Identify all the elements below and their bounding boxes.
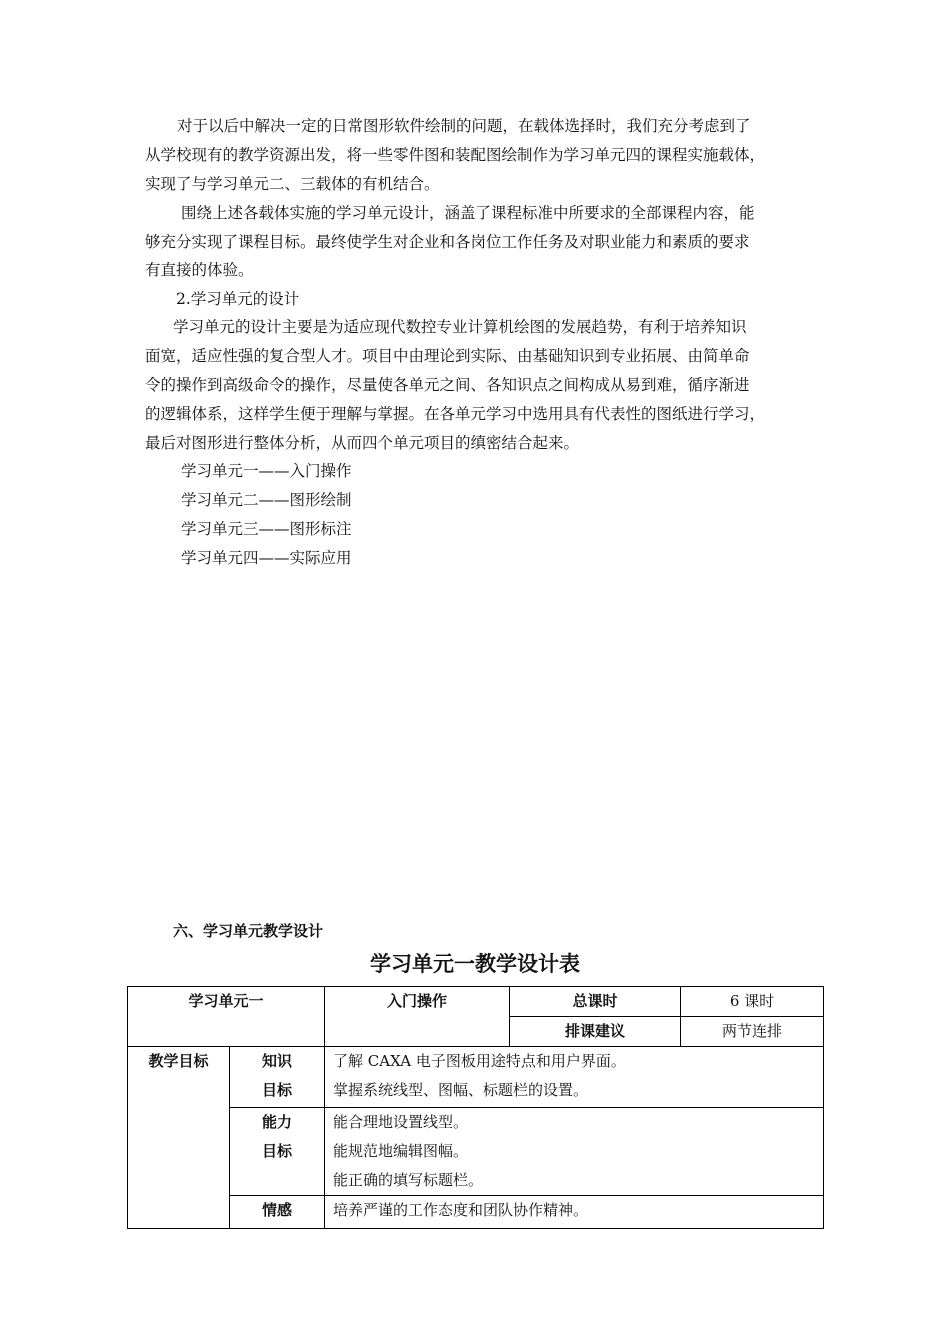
design-table xyxy=(127,986,824,1229)
goals-label-cell xyxy=(128,1047,230,1229)
goals-label: 教学目标 xyxy=(148,1052,209,1070)
para3-line-1: 学习单元的设计主要是为适应现代数控专业计算机绘图的发展趋势，有利于培养知识 xyxy=(173,318,747,336)
total-hours-label: 总课时 xyxy=(572,992,618,1010)
para3-line-2: 面宽，适应性强的复合型人才。项目中由理论到实际、由基础知识到专业拓展、由简单命 xyxy=(145,347,750,365)
ability-label-cell xyxy=(230,1108,325,1196)
para1-line-3: 实现了与学习单元二、三载体的有机结合。 xyxy=(145,175,440,193)
ability-item-3: 能正确的填写标题栏。 xyxy=(333,1171,484,1189)
unit-label-cell xyxy=(128,987,325,1047)
knowledge-label-line-2: 目标 xyxy=(262,1081,293,1099)
schedule-label: 排课建议 xyxy=(565,1022,626,1040)
para1-line-2: 从学校现有的教学资源出发，将一些零件图和装配图绘制作为学习单元四的课程实施载体， xyxy=(145,146,766,164)
section2-title: 2.学习单元的设计 xyxy=(176,290,300,308)
emotion-item-1: 培养严谨的工作态度和团队协作精神。 xyxy=(333,1201,589,1219)
emotion-label-cell xyxy=(230,1196,325,1229)
knowledge-item-2: 掌握系统线型、图幅、标题栏的设置。 xyxy=(333,1081,589,1099)
total-hours-value: 6 课时 xyxy=(729,992,775,1010)
para3-line-3: 令的操作到高级命令的操作，尽量使各单元之间、各知识点之间构成从易到难，循序渐进 xyxy=(145,376,750,394)
unit-item-4: 学习单元四——实际应用 xyxy=(181,549,352,567)
schedule-value: 两节连排 xyxy=(722,1022,783,1040)
knowledge-item-1: 了解 CAXA 电子图板用途特点和用户界面。 xyxy=(333,1052,626,1070)
unit-item-1: 学习单元一——入门操作 xyxy=(181,462,352,480)
total-hours-label-cell xyxy=(510,987,681,1017)
schedule-label-cell xyxy=(510,1017,681,1047)
unit-label: 学习单元一 xyxy=(188,992,264,1010)
para2-line-2: 够充分实现了课程目标。最终使学生对企业和各岗位工作任务及对职业能力和素质的要求 xyxy=(145,233,750,251)
total-hours-value-cell xyxy=(681,987,824,1017)
ability-item-1: 能合理地设置线型。 xyxy=(333,1113,469,1131)
ability-label-line-1: 能力 xyxy=(262,1113,293,1131)
unit-item-2: 学习单元二——图形绘制 xyxy=(181,491,352,509)
para2-line-1: 围绕上述各载体实施的学习单元设计，涵盖了课程标准中所要求的全部课程内容，能 xyxy=(181,204,755,222)
unit-item-3: 学习单元三——图形标注 xyxy=(181,520,352,538)
para1-line-1: 对于以后中解决一定的日常图形软件绘制的问题，在载体选择时，我们充分考虑到了 xyxy=(177,117,751,135)
para2-line-3: 有直接的体验。 xyxy=(145,261,254,279)
ability-content-cell xyxy=(325,1108,824,1196)
para3-line-4: 的逻辑体系，这样学生便于理解与掌握。在各单元学习中选用具有代表性的图纸进行学习， xyxy=(145,405,766,423)
unit-name: 入门操作 xyxy=(387,992,448,1010)
knowledge-label-cell xyxy=(230,1047,325,1108)
emotion-label: 情感 xyxy=(262,1201,293,1219)
schedule-value-cell xyxy=(681,1017,824,1047)
unit-name-cell xyxy=(325,987,510,1047)
knowledge-label-line-1: 知识 xyxy=(262,1052,293,1070)
emotion-content-cell xyxy=(325,1196,824,1229)
knowledge-content-cell xyxy=(325,1047,824,1108)
para3-line-5: 最后对图形进行整体分析，从而四个单元项目的缜密结合起来。 xyxy=(145,434,580,452)
section6-heading: 六、学习单元教学设计 xyxy=(173,922,324,940)
ability-label-line-2: 目标 xyxy=(262,1142,293,1160)
ability-item-2: 能规范地编辑图幅。 xyxy=(333,1142,469,1160)
table-title: 学习单元一教学设计表 xyxy=(370,952,580,976)
